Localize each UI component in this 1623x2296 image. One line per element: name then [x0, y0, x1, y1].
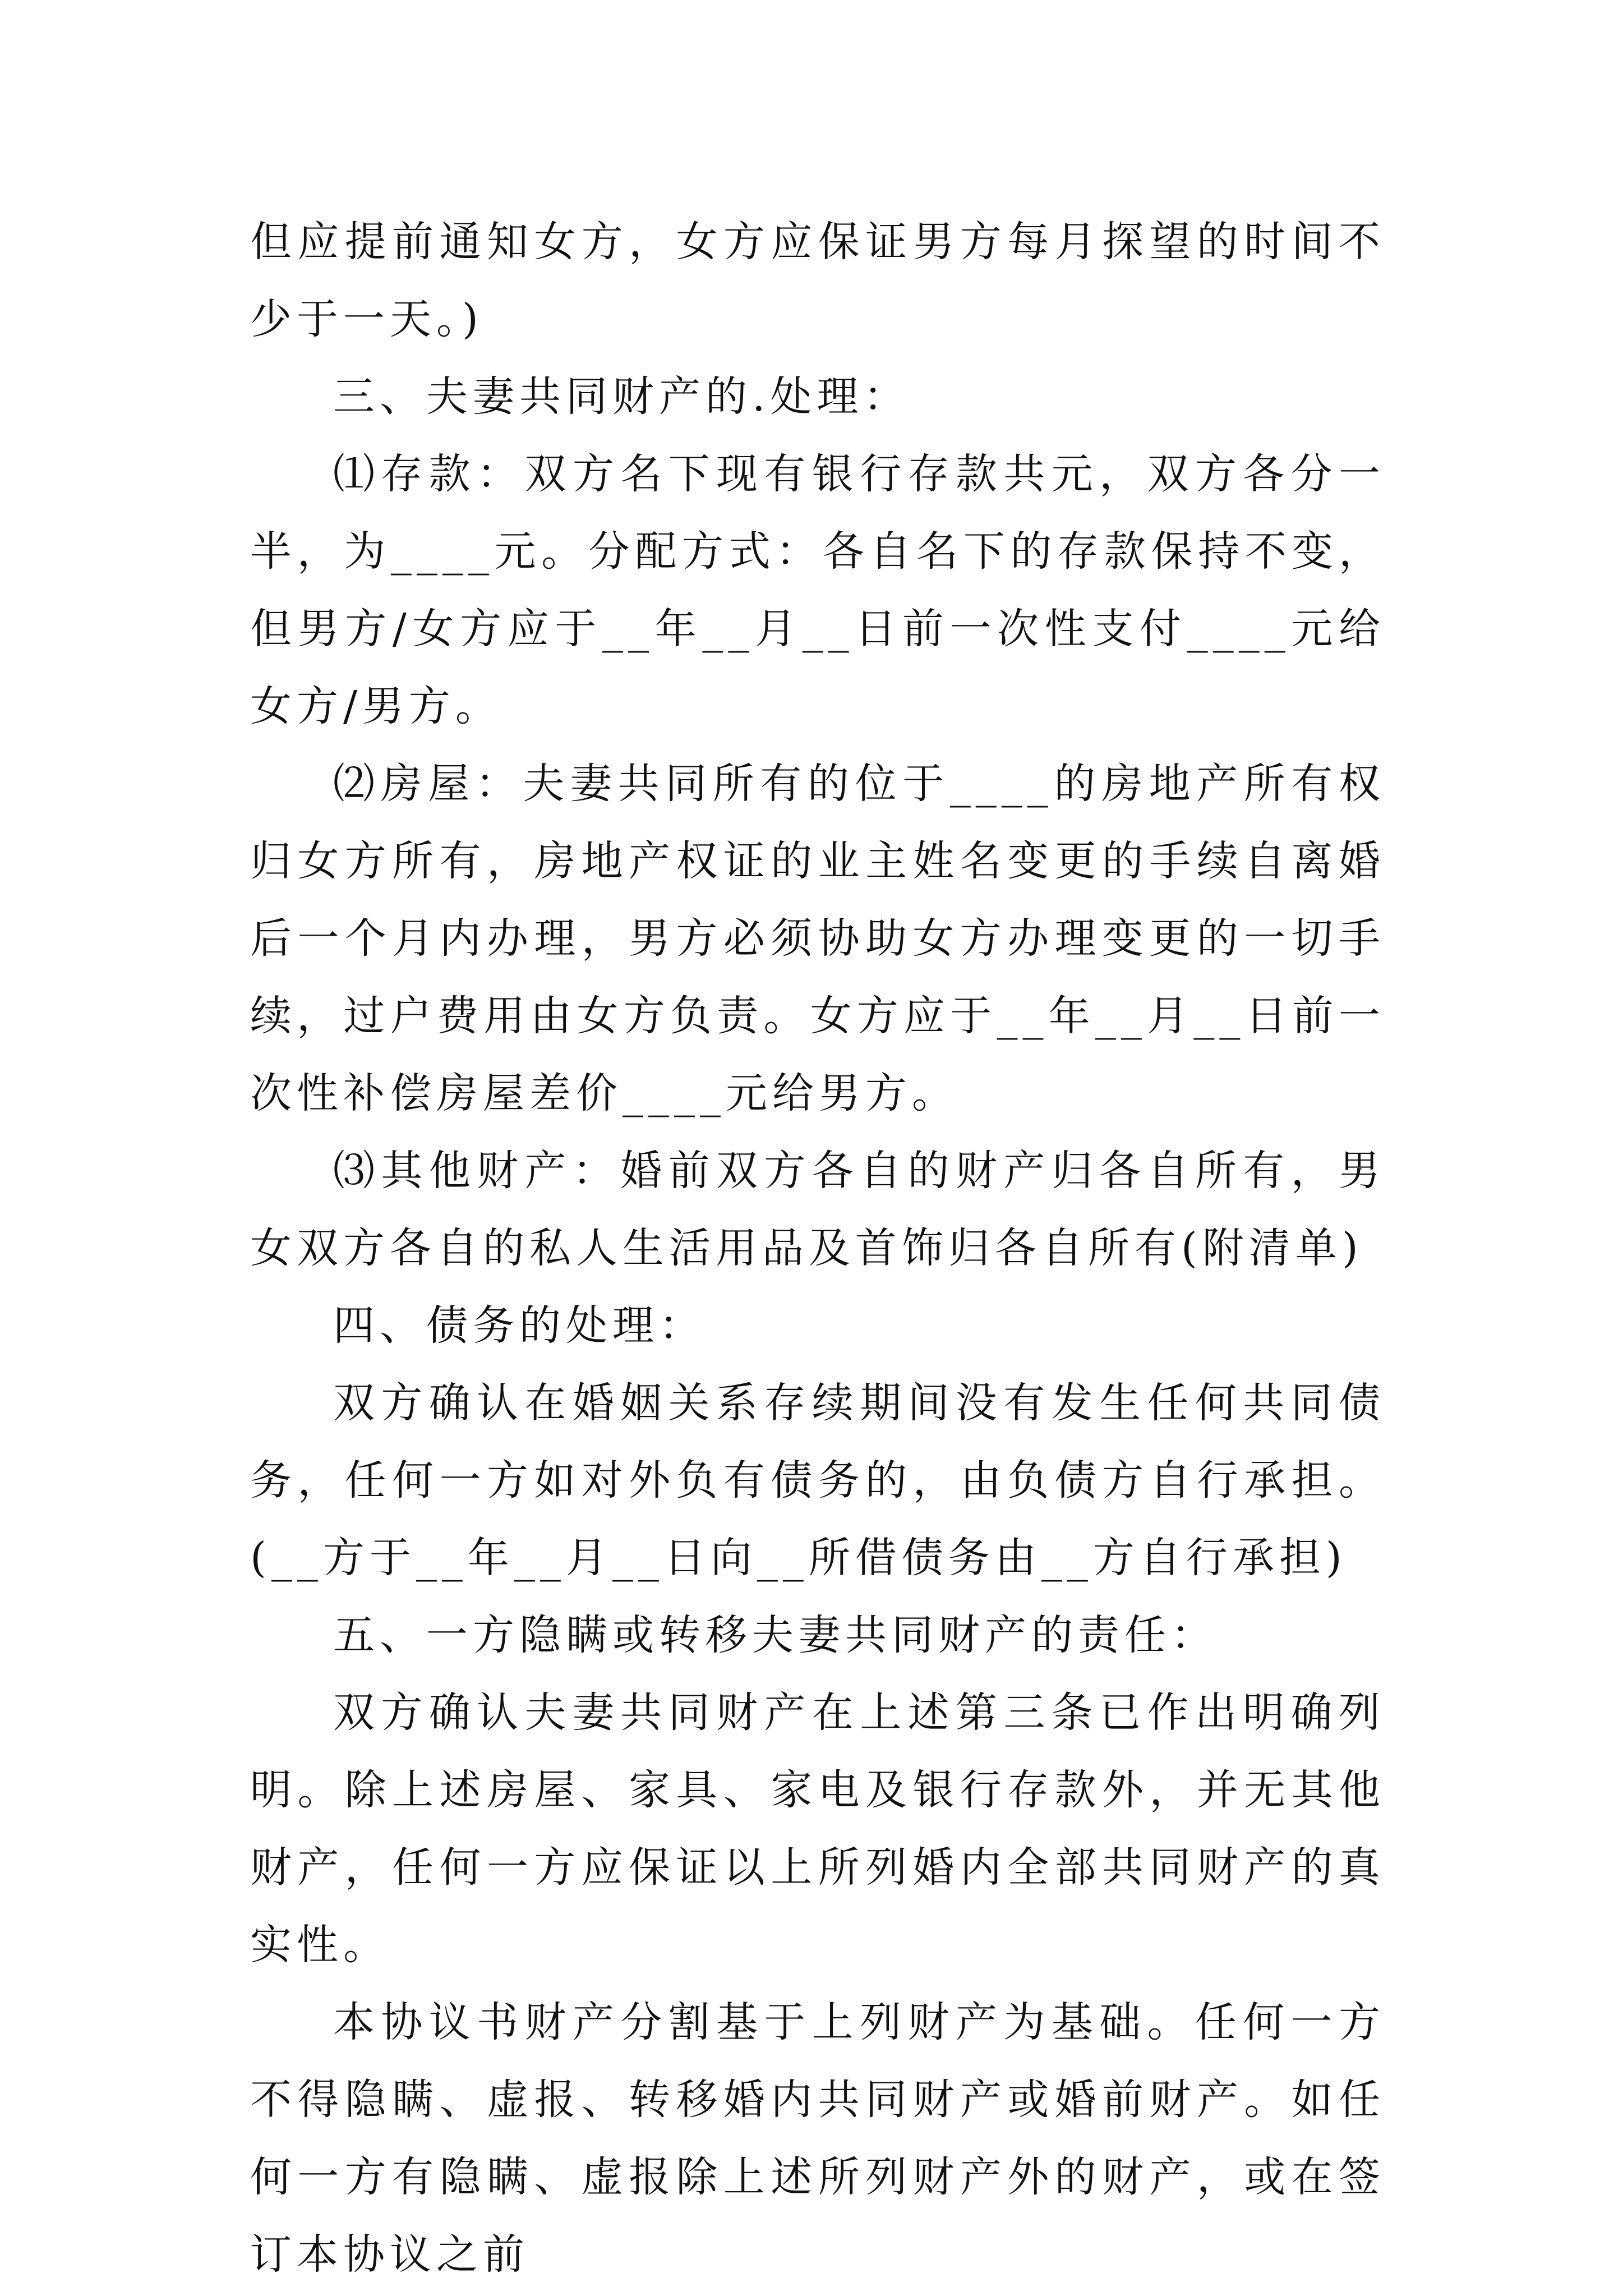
paragraph-property-confirmation: 双方确认夫妻共同财产在上述第三条已作出明确列明。除上述房屋、家具、家电及银行存款外，并无其他财产，任何一方应保证以上所列婚内全部共同财产的真实性。	[250, 1688, 1385, 1969]
heading-debts: 四、债务的处理：	[333, 1301, 706, 1350]
paragraph-debts: 双方确认在婚姻关系存续期间没有发生任何共同债务，任何一方如对外负有债务的，由负债方自行承担。(__方于__年__月__日向__所借债务由__方自行承担)	[250, 1379, 1385, 1582]
paragraph-division-basis: 本协议书财产分割基于上列财产为基础。任何一方不得隐瞒、虚报、转移婚内共同财产或婚前财产。如任何一方有隐瞒、虚报除上述所列财产外的财产，或在签订本协议之前	[250, 1998, 1385, 2279]
paragraph-deposits: ⑴存款：双方名下现有银行存款共元，双方各分一半，为____元。分配方式：各自名下的存款保持不变，但男方/女方应于__年__月__日前一次性支付____元给女方/男方。	[250, 450, 1385, 730]
document-body	[250, 203, 1385, 2293]
paragraph-other-property: ⑶其他财产：婚前双方各自的财产归各自所有，男女双方各自的私人生活用品及首饰归各自所有(附清单)	[250, 1147, 1385, 1272]
heading-joint-property: 三、夫妻共同财产的.处理：	[333, 372, 910, 421]
paragraph-visitation-continued: 但应提前通知女方，女方应保证男方每月探望的时间不少于一天。)	[250, 218, 1385, 343]
paragraph-house: ⑵房屋：夫妻共同所有的位于____的房地产所有权归女方所有，房地产权证的业主姓名变更的手续自离婚后一个月内办理，男方必须协助女方办理变更的一切手续，过户费用由女方负责。女方应于__年__月__日前一次性补偿房屋差价____元给男方。	[250, 760, 1385, 1117]
heading-concealment-liability: 五、一方隐瞒或转移夫妻共同财产的责任：	[333, 1611, 1218, 1659]
